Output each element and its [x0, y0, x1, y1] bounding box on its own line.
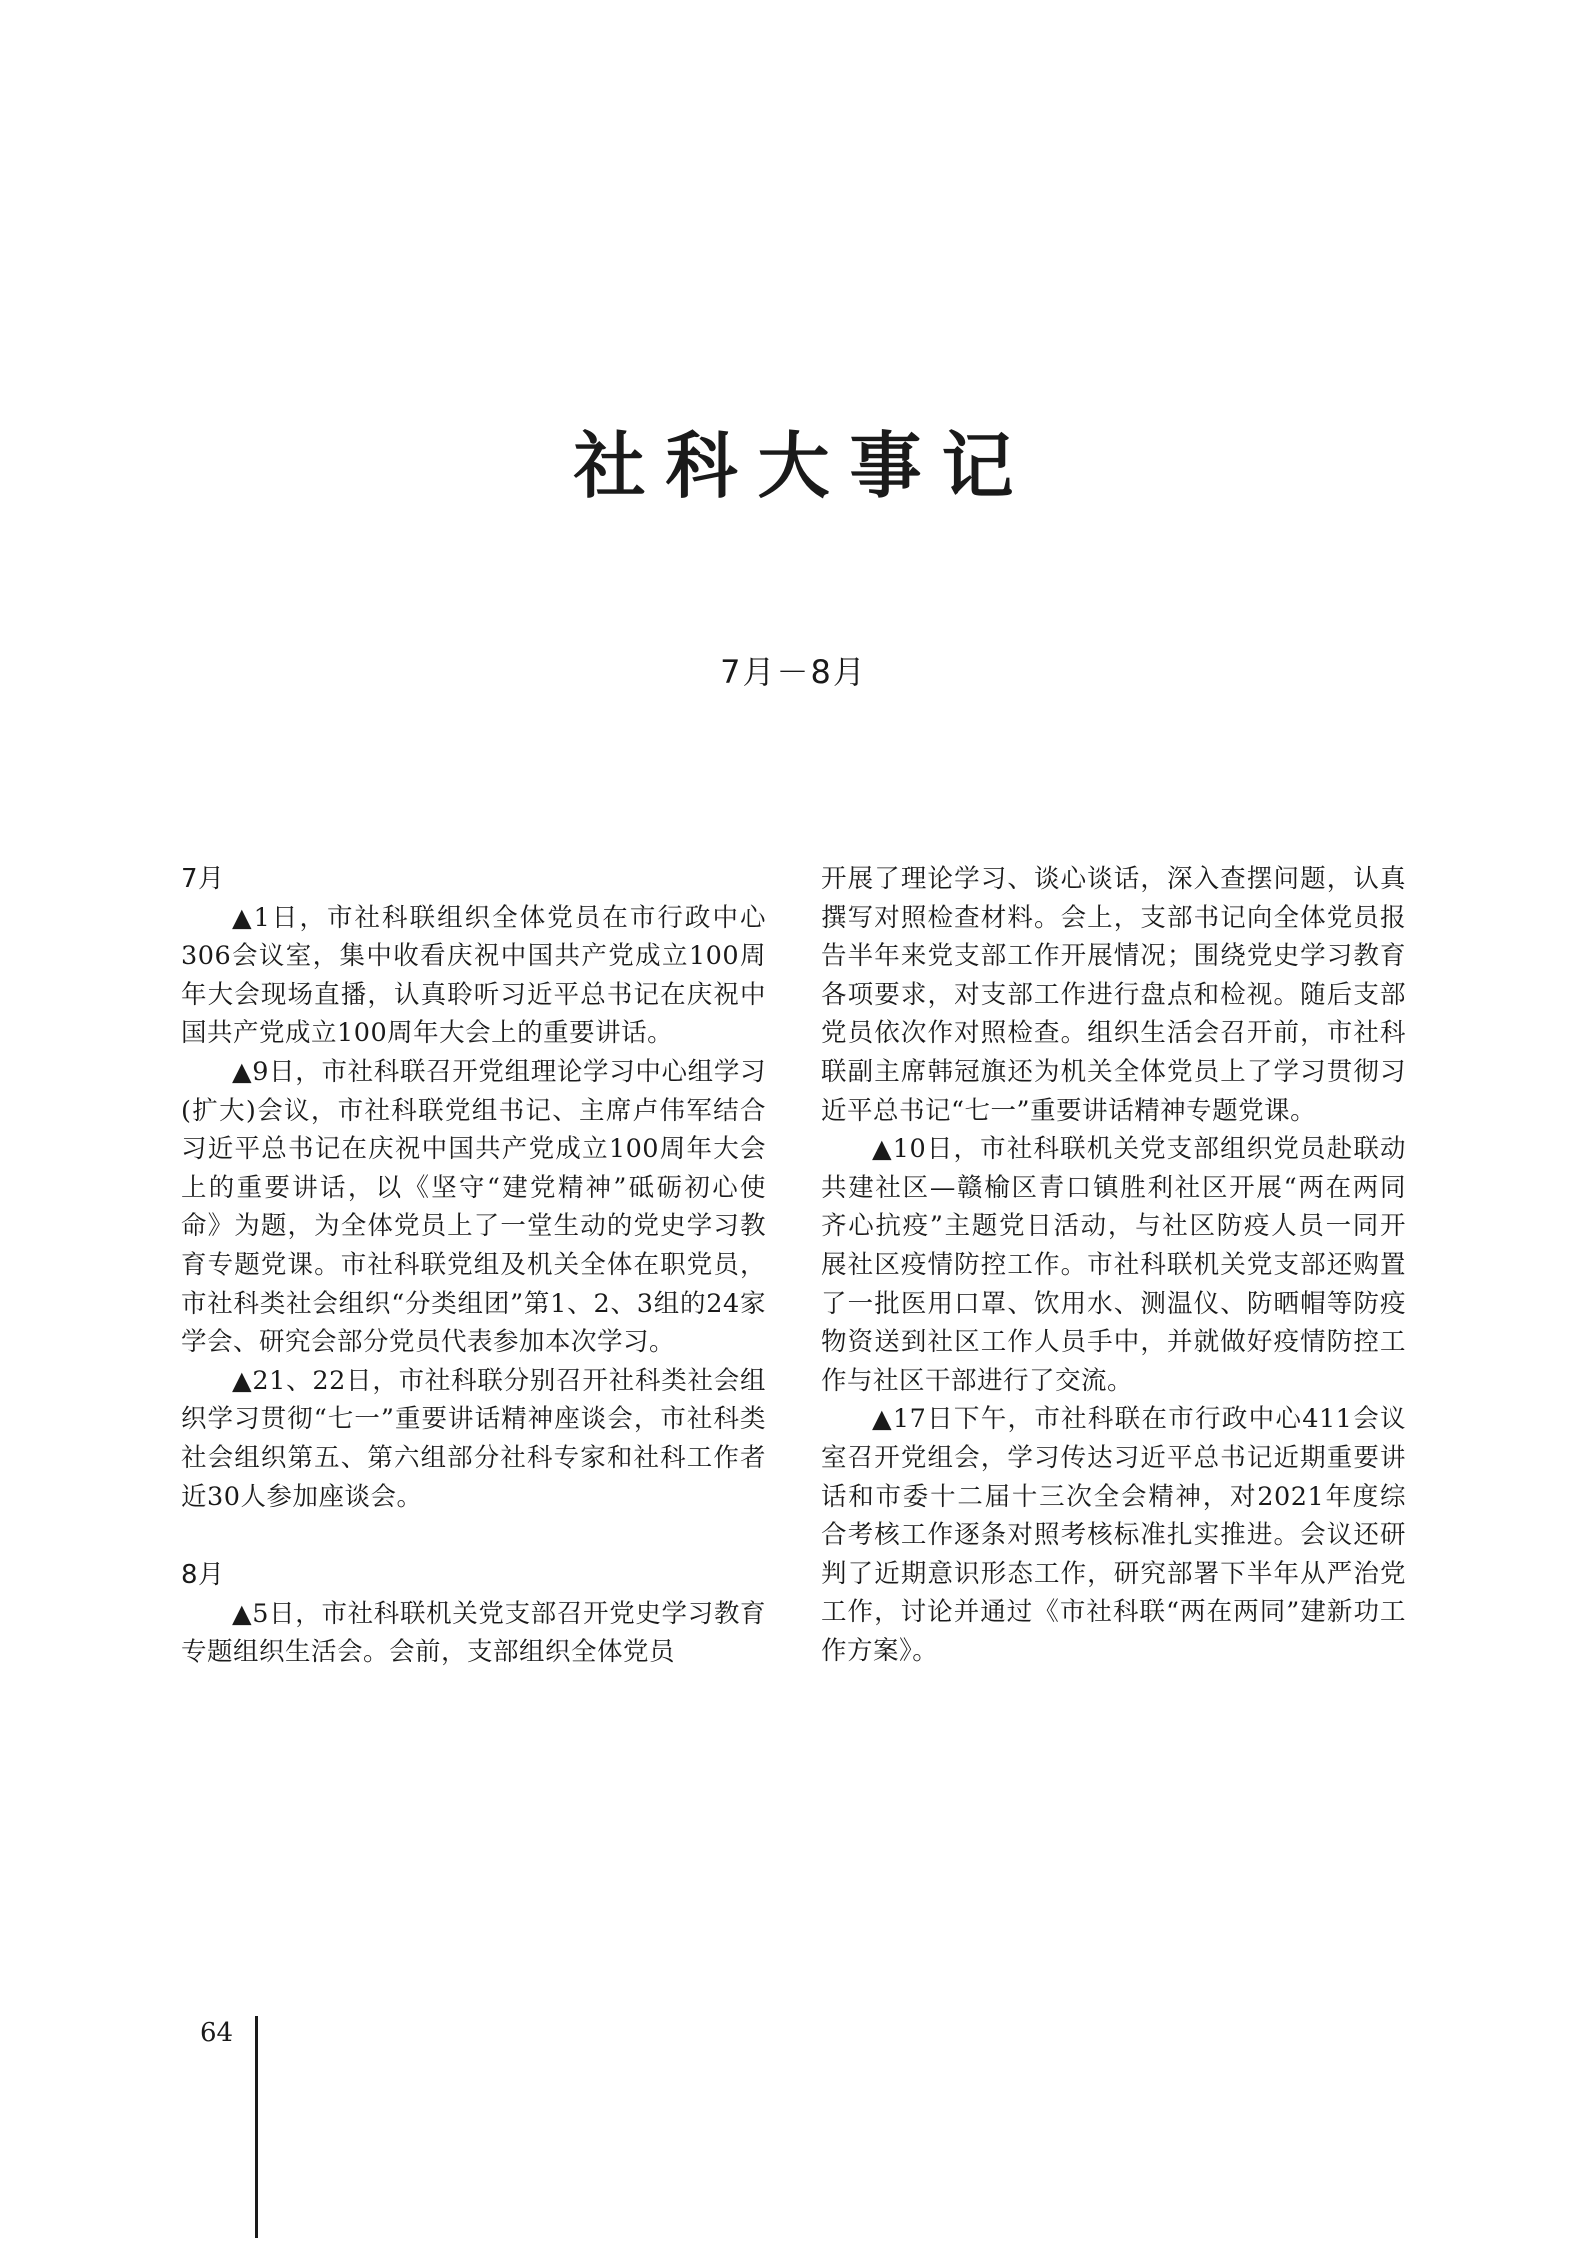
footer-divider-line — [255, 2016, 258, 2238]
right-column — [821, 860, 1406, 1670]
date-range: 7月－8月 — [720, 653, 867, 691]
section-heading-july: 7月 — [181, 864, 225, 894]
event-paragraph: ▲21、22日，市社科联分别召开社科类社会组织学习贯彻“七一”重要讲话精神座谈会，市社科类社会组织第五、第六组部分社科专家和社科工作者近30人参加座谈会。 — [181, 1365, 766, 1512]
page-number: 64 — [200, 2018, 234, 2048]
section-heading-august: 8月 — [181, 1560, 225, 1591]
event-paragraph: ▲10日，市社科联机关党支部组织党员赴联动共建社区—赣榆区青口镇胜利社区开展“两在两同齐心抗疫”主题党日活动，与社区防疫人员一同开展社区疫情防控工作。市社科联机关党支部还购置了一批医用口罩、饮用水、测温仪、防晒帽等防疫物资送到社区工作人员手中，并就做好疫情防控工作与社区干部进行了交流。 — [821, 1134, 1406, 1396]
left-column — [181, 860, 766, 1672]
event-paragraph: ▲9日，市社科联召开党组理论学习中心组学习(扩大)会议，市社科联党组书记、主席卢伟军结合习近平总书记在庆祝中国共产党成立100周年大会上的重要讲话，以《坚守“建党精神”砥砺初心使命》为题，为全体党员上了一堂生动的党史学习教育专题党课。市社科联党组及机关全体在职党员，市社科类社会组织“分类组团”第1、2、3组的24家学会、研究会部分党员代表参加本次学习。 — [181, 1056, 766, 1358]
section-spacer — [181, 1516, 766, 1556]
event-paragraph: ▲1日，市社科联组织全体党员在市行政中心306会议室，集中收看庆祝中国共产党成立100周年大会现场直播，认真聆听习近平总书记在庆祝中国共产党成立100周年大会上的重要讲话。 — [181, 902, 766, 1049]
event-paragraph: ▲5日，市社科联机关党支部召开党史学习教育专题组织生活会。会前，支部组织全体党员 — [181, 1598, 766, 1668]
event-paragraph: ▲17日下午，市社科联在市行政中心411会议室召开党组会，学习传达习近平总书记近期重要讲话和市委十二届十三次全会精神，对2021年度综合考核工作逐条对照考核标准扎实推进。会议还研判了近期意识形态工作，研究部署下半年从严治党工作，讨论并通过《市社科联“两在两同”建新功工作方案》。 — [821, 1404, 1406, 1666]
page-title: 社科大事记 — [573, 423, 1034, 508]
event-paragraph-continued: 开展了理论学习、谈心谈话，深入查摆问题，认真撰写对照检查材料。会上，支部书记向全体党员报告半年来党支部工作开展情况；围绕党史学习教育各项要求，对支部工作进行盘点和检视。随后支部党员依次作对照检查。组织生活会召开前，市社科联副主席韩冠旗还为机关全体党员上了学习贯彻习近平总书记“七一”重要讲话精神专题党课。 — [821, 864, 1406, 1126]
